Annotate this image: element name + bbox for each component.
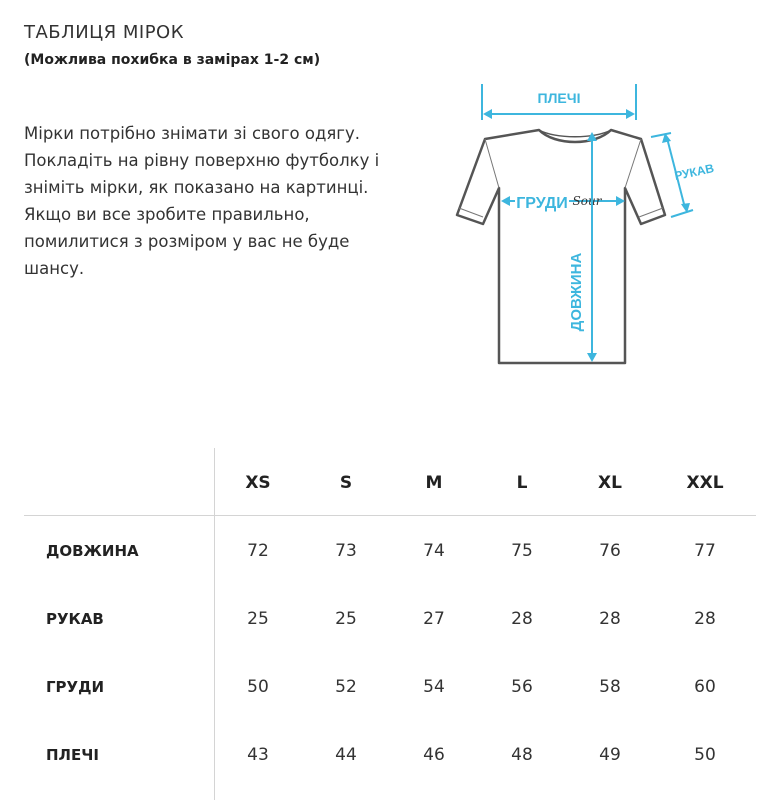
table-cell: 50 <box>694 745 716 765</box>
table-cell: 56 <box>511 677 533 697</box>
size-header-xxl: XXL <box>686 473 724 493</box>
instructions-text: Мірки потрібно знімати зі свого одягу. Покладіть на рівну поверхню футболку і зніміть мірки, як показано на картинці. Якщо ви все зробите правильно, помилитися з розміром у вас не буде шансу. <box>24 124 380 278</box>
row-label-sleeve: РУКАВ <box>46 610 104 628</box>
table-cell: 52 <box>335 677 357 697</box>
row-label-chest: ГРУДИ <box>46 678 105 696</box>
size-header-l: L <box>516 473 528 493</box>
length-label: ДОВЖИНА <box>568 252 585 332</box>
chest-label: ГРУДИ <box>516 195 568 212</box>
size-header-xl: XL <box>598 473 622 493</box>
row-label-shoulders: ПЛЕЧІ <box>46 746 99 764</box>
table-cell: 25 <box>335 609 357 629</box>
table-cell: 73 <box>335 541 357 561</box>
table-cell: 50 <box>247 677 269 697</box>
size-header-xs: XS <box>245 473 271 493</box>
table-header-divider <box>24 515 756 516</box>
table-cell: 46 <box>423 745 445 765</box>
table-cell: 44 <box>335 745 357 765</box>
size-chart-table <box>24 448 756 800</box>
table-cell: 74 <box>423 541 445 561</box>
page-title: ТАБЛИЦЯ МІРОК <box>24 22 185 43</box>
table-cell: 75 <box>511 541 533 561</box>
table-cell: 60 <box>694 677 716 697</box>
table-cell: 58 <box>599 677 621 697</box>
brand-logo: Sour <box>572 194 602 208</box>
table-cell: 27 <box>423 609 445 629</box>
size-header-s: S <box>339 473 353 493</box>
tshirt-measurement-diagram <box>445 82 725 377</box>
table-cell: 48 <box>511 745 533 765</box>
row-label-length: ДОВЖИНА <box>46 542 139 560</box>
sleeve-label: РУКАВ <box>673 161 716 184</box>
table-cell: 28 <box>599 609 621 629</box>
table-cell: 49 <box>599 745 621 765</box>
table-cell: 25 <box>247 609 269 629</box>
table-cell: 28 <box>694 609 716 629</box>
table-cell: 72 <box>247 541 269 561</box>
shoulders-label: ПЛЕЧІ <box>537 90 581 106</box>
table-column-divider <box>214 448 215 800</box>
table-cell: 28 <box>511 609 533 629</box>
table-cell: 43 <box>247 745 269 765</box>
table-cell: 76 <box>599 541 621 561</box>
tshirt-outline-icon <box>457 130 665 363</box>
size-header-m: M <box>425 473 443 493</box>
table-cell: 54 <box>423 677 445 697</box>
table-cell: 77 <box>694 541 716 561</box>
measurement-error-note: (Можлива похибка в замірах 1-2 см) <box>24 52 321 68</box>
